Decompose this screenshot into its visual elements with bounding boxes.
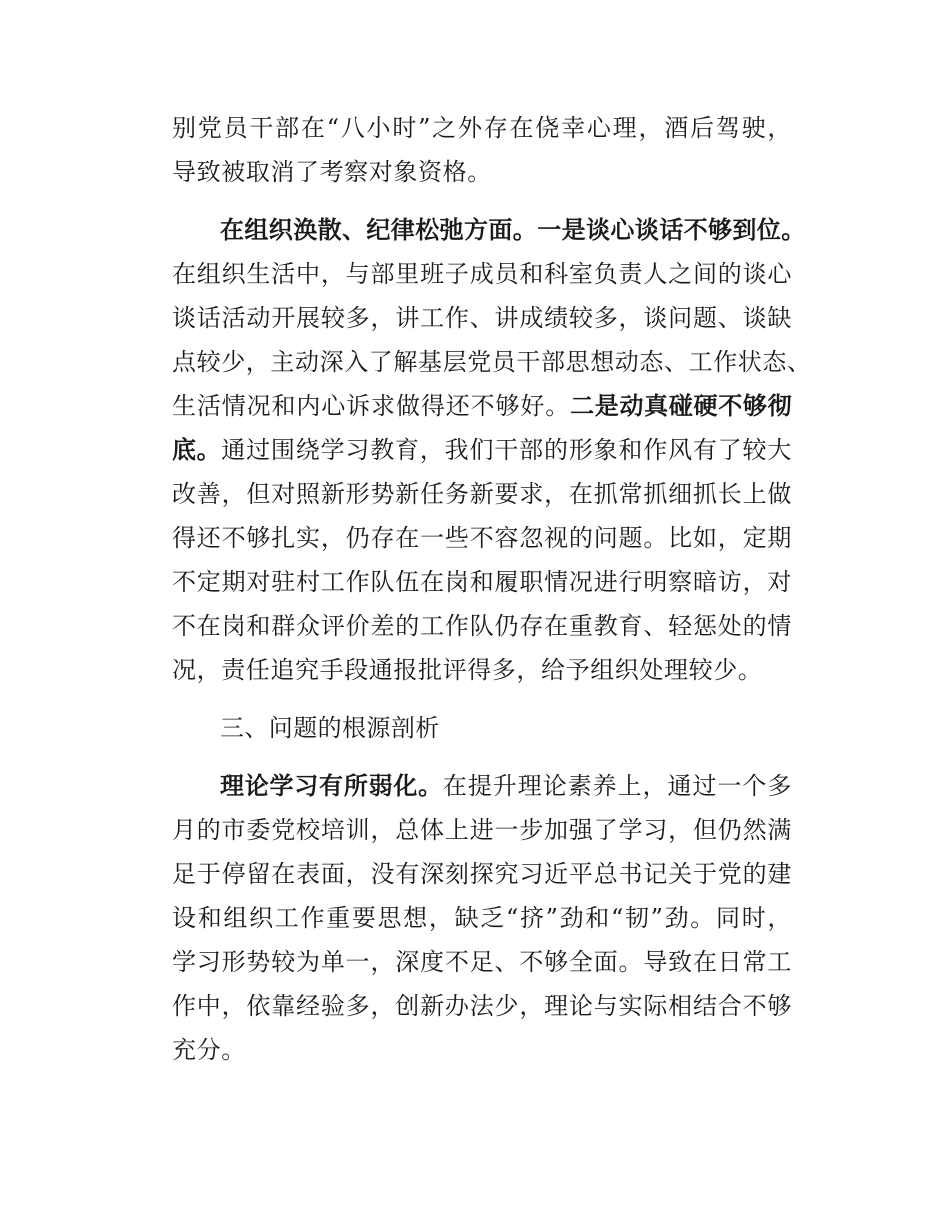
paragraph-bold-phrase: 底。 <box>172 436 222 464</box>
paragraph-text: 生活情况和内心诉求做得还不够好。 <box>172 392 571 420</box>
paragraph-line: 月的市委党校培训，总体上进一步加强了学习，但仍然满 <box>172 816 792 844</box>
paragraph-line: 不定期对驻村工作队伍在岗和履职情况进行明察暗访，对 <box>172 568 792 596</box>
paragraph-text: 在提升理论素养上，通过一个多 <box>442 772 792 800</box>
paragraph-line: 充分。 <box>172 1036 246 1064</box>
paragraph-line: 况，责任追究手段通报批评得多，给予组织处理较少。 <box>172 656 763 684</box>
document-page <box>172 106 812 1072</box>
paragraph-line: 作中，依靠经验多，创新办法少，理论与实际相结合不够 <box>172 992 792 1020</box>
paragraph-line: 改善，但对照新形势新任务新要求，在抓常抓细抓长上做 <box>172 480 792 508</box>
paragraph-line-mixed <box>172 764 792 808</box>
paragraph-line: 谈话活动开展较多，讲工作、讲成绩较多，谈问题、谈缺 <box>172 304 792 332</box>
paragraph-line: 学习形势较为单一，深度不足、不够全面。导致在日常工 <box>172 948 792 976</box>
paragraph-line: 导致被取消了考察对象资格。 <box>172 158 492 186</box>
section-heading: 三、问题的根源剖析 <box>220 714 440 742</box>
paragraph-line: 别党员干部在“八小时”之外存在侥幸心理，酒后驾驶， <box>172 114 792 142</box>
paragraph-text: 通过围绕学习教育，我们干部的形象和作风有了较大 <box>221 436 792 464</box>
paragraph-line-mixed <box>172 428 792 472</box>
paragraph-bold-phrase: 二是动真碰硬不够彻 <box>570 392 792 420</box>
paragraph-line: 得还不够扎实，仍存在一些不容忽视的问题。比如，定期 <box>172 524 792 552</box>
paragraph-line: 足于停留在表面，没有深刻探究习近平总书记关于党的建 <box>172 860 792 888</box>
paragraph-line: 点较少，主动深入了解基层党员干部思想动态、工作状态、 <box>172 348 812 376</box>
paragraph-line: 在组织生活中，与部里班子成员和科室负责人之间的谈心 <box>172 260 792 288</box>
paragraph-line: 不在岗和群众评价差的工作队仍存在重教育、轻惩处的情 <box>172 612 792 640</box>
paragraph-line-mixed <box>172 384 792 428</box>
paragraph-lead-bold: 在组织涣散、纪律松弛方面。一是谈心谈话不够到位。 <box>220 216 806 244</box>
paragraph-line: 设和组织工作重要思想，缺乏“挤”劲和“韧”劲。同时， <box>172 904 792 932</box>
paragraph-lead-bold: 理论学习有所弱化。 <box>220 772 443 800</box>
